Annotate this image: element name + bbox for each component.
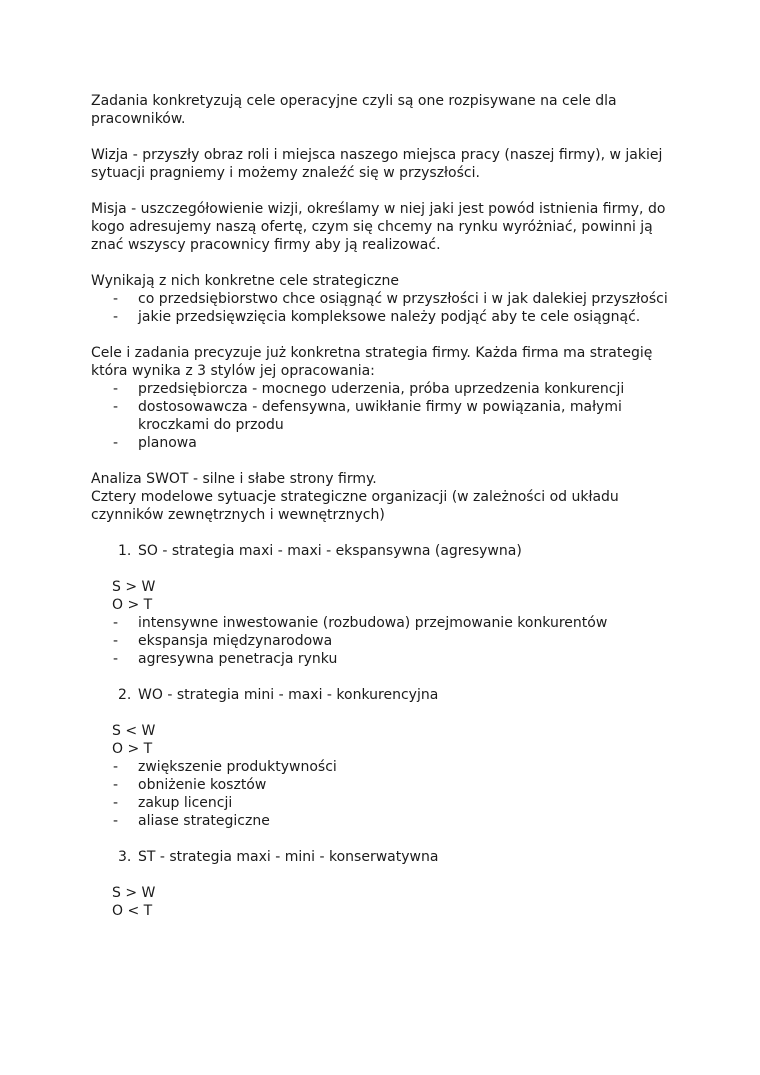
list-item [91, 398, 670, 434]
dash-bullet: - [113, 615, 119, 631]
list-item-text: jakie przedsięwzięcia kompleksowe należy podjąć aby te cele osiągnąć. [138, 309, 641, 325]
item-number: 1. [118, 543, 132, 559]
paragraph-wynikaja: Wynikają z nich konkretne cele strategiczne [91, 273, 400, 289]
item-number: 3. [118, 849, 132, 865]
relation-line: O < T [112, 903, 153, 919]
list-item [91, 650, 670, 668]
dash-bullet: - [113, 813, 119, 829]
bullet-list-style-strategii [91, 380, 670, 452]
paragraph-misja: Misja - uszczegółowienie wizji, określamy w niej jaki jest powód istnienia firmy, do kogo adresujemy naszą ofertę, czym się chcemy na rynku wyróżniać, powinni ją znać wszyscy pracownicy firmy aby ją realizować. [91, 201, 666, 253]
list-item [91, 812, 670, 830]
list-item [91, 290, 670, 308]
bullet-list-cele-strategiczne [91, 290, 670, 326]
list-item-text: zwiększenie produktywności [138, 759, 337, 775]
numbered-item-1 [91, 542, 670, 560]
relation-line: S < W [112, 723, 156, 739]
paragraph-wizja: Wizja - przyszły obraz roli i miejsca naszego miejsca pracy (naszej firmy), w jakiej sytuacji pragniemy i możemy znaleźć się w przyszłości. [91, 147, 663, 181]
list-item [91, 434, 670, 452]
relation-line: S > W [112, 885, 156, 901]
dash-bullet: - [113, 309, 119, 325]
list-item-text: obniżenie kosztów [138, 777, 267, 793]
paragraph-cztery-sytuacje: Cztery modelowe sytuacje strategiczne organizacji (w zależności od układu czynników zewnętrznych i wewnętrznych) [91, 489, 619, 523]
dash-bullet: - [113, 777, 119, 793]
item-number: 2. [118, 687, 132, 703]
paragraph-cele-zadania: Cele i zadania precyzuje już konkretna strategia firmy. Każda firma ma strategię która wynika z 3 stylów jej opracowania: [91, 345, 653, 379]
relation-line: O > T [112, 741, 153, 757]
bullet-list-section-1 [91, 614, 670, 668]
dash-bullet: - [113, 435, 119, 451]
list-item [91, 776, 670, 794]
numbered-item-2 [91, 686, 670, 704]
paragraph-zadania: Zadania konkretyzują cele operacyjne czyli są one rozpisywane na cele dla pracowników. [91, 93, 617, 127]
list-item-text: aliase strategiczne [138, 813, 270, 829]
item-title: SO - strategia maxi - maxi - ekspansywna (agresywna) [138, 543, 522, 559]
list-item-text: dostosowawcza - defensywna, uwikłanie firmy w powiązania, małymi kroczkami do przodu [138, 399, 622, 433]
list-item-text: intensywne inwestowanie (rozbudowa) przejmowanie konkurentów [138, 615, 608, 631]
list-item-text: co przedsiębiorstwo chce osiągnąć w przyszłości i w jak dalekiej przyszłości [138, 291, 668, 307]
dash-bullet: - [113, 651, 119, 667]
list-item-text: planowa [138, 435, 197, 451]
list-item [91, 758, 670, 776]
list-item [91, 794, 670, 812]
item-title: ST - strategia maxi - mini - konserwatywna [138, 849, 439, 865]
list-item-text: ekspansja międzynarodowa [138, 633, 333, 649]
list-item-text: agresywna penetracja rynku [138, 651, 338, 667]
dash-bullet: - [113, 399, 119, 415]
list-item-text: zakup licencji [138, 795, 233, 811]
dash-bullet: - [113, 381, 119, 397]
item-title: WO - strategia mini - maxi - konkurencyjna [138, 687, 439, 703]
list-item [91, 380, 670, 398]
dash-bullet: - [113, 633, 119, 649]
paragraph-analiza-swot: Analiza SWOT - silne i słabe strony firmy. [91, 471, 377, 487]
dash-bullet: - [113, 759, 119, 775]
dash-bullet: - [113, 795, 119, 811]
dash-bullet: - [113, 291, 119, 307]
numbered-item-3 [91, 848, 670, 866]
list-item [91, 308, 670, 326]
relation-line: S > W [112, 579, 156, 595]
list-item-text: przedsiębiorcza - mocnego uderzenia, próba uprzedzenia konkurencji [138, 381, 625, 397]
bullet-list-section-2 [91, 758, 670, 830]
list-item [91, 632, 670, 650]
relation-line: O > T [112, 597, 153, 613]
list-item [91, 614, 670, 632]
